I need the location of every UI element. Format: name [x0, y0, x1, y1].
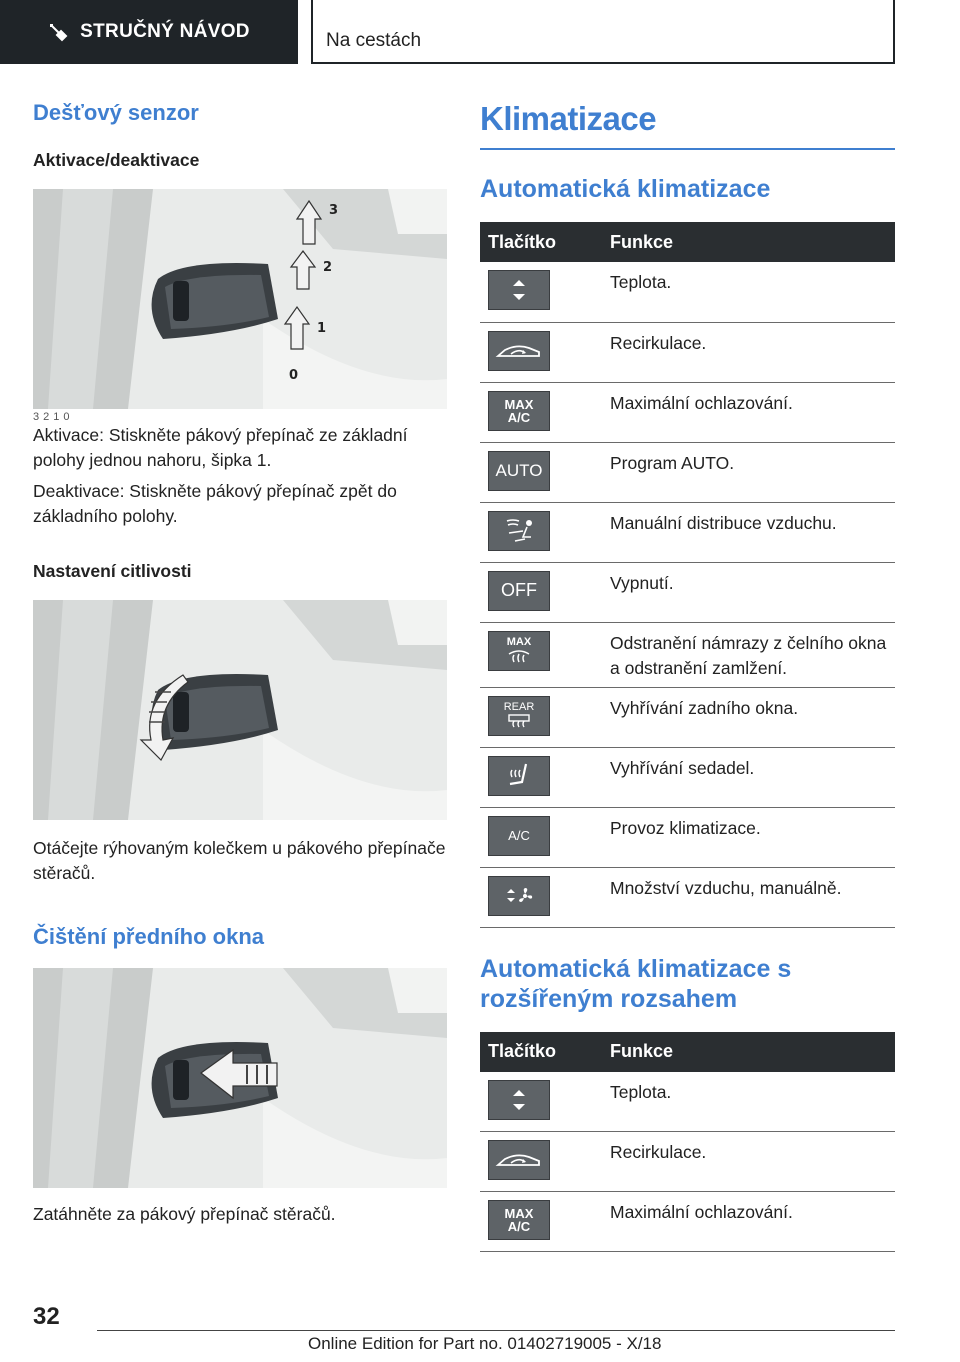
extended-climate-table — [480, 1032, 895, 1253]
function-text: Teplota. — [610, 262, 895, 322]
function-text: Recirkulace. — [610, 322, 895, 382]
function-text: Vypnutí. — [610, 562, 895, 622]
function-text: Maximální ochlazování. — [610, 1192, 895, 1252]
left-column — [33, 100, 447, 1227]
table-row — [480, 502, 895, 562]
automatic-climate-heading: Automatická klimatizace — [480, 175, 771, 203]
function-text: Vyhřívání zadního okna. — [610, 687, 895, 747]
function-text: Program AUTO. — [610, 442, 895, 502]
function-text: Odstranění námrazy z čelního okna a odstranění zamlžení. — [610, 622, 895, 687]
max-ac-icon[interactable]: MAX A/C — [488, 1200, 550, 1240]
windshield-cleaning-text: Zatáhněte za pákový přepínač stěračů. — [33, 1204, 336, 1224]
rear-defrost-icon[interactable] — [488, 696, 550, 736]
position-marker-0: 0 — [289, 368, 299, 383]
position-marker-1: 1 — [317, 321, 327, 336]
function-text: Recirkulace. — [610, 1132, 895, 1192]
wiper-stalk-positions-figure — [33, 189, 447, 409]
function-text: Množství vzduchu, manuálně. — [610, 867, 895, 927]
fan-speed-icon[interactable] — [488, 876, 550, 916]
function-text: Manuální distribuce vzduchu. — [610, 502, 895, 562]
off-icon[interactable]: OFF — [488, 571, 550, 611]
table-row — [480, 382, 895, 442]
sensitivity-text: Otáčejte rýhovaným kolečkem u pákového přepínače stěračů. — [33, 838, 446, 883]
table-row — [480, 687, 895, 747]
col-function-header: Funkce — [610, 222, 895, 262]
wiper-thumbwheel-figure — [33, 600, 447, 820]
activation-heading: Aktivace/deaktivace — [33, 150, 200, 170]
wiper-pull-figure — [33, 968, 447, 1188]
right-column — [480, 100, 895, 1252]
air-distribution-icon[interactable] — [488, 511, 550, 551]
function-text: Teplota. — [610, 1072, 895, 1132]
table-row — [480, 1072, 895, 1132]
seat-heating-icon[interactable] — [488, 756, 550, 796]
function-text: Vyhřívání sedadel. — [610, 747, 895, 807]
climate-heading: Klimatizace — [480, 100, 657, 137]
automatic-climate-table — [480, 222, 895, 928]
rear-defrost-label: REAR — [503, 701, 535, 713]
windshield-cleaning-heading: Čištění předního okna — [33, 924, 265, 949]
ac-icon[interactable]: A/C — [488, 816, 550, 856]
col-function-header: Funkce — [610, 1032, 895, 1072]
table-row — [480, 262, 895, 322]
footer-edition: Online Edition for Part no. 01402719005 - X/18 — [308, 1334, 662, 1353]
function-text: Provoz klimatizace. — [610, 807, 895, 867]
table-row — [480, 442, 895, 502]
recirculation-icon[interactable] — [488, 1140, 550, 1180]
max-ac-icon[interactable]: MAX A/C — [488, 391, 550, 431]
table-row — [480, 322, 895, 382]
section-tab[interactable] — [0, 0, 298, 64]
function-text: Maximální ochlazování. — [610, 382, 895, 442]
climate-heading-rule — [480, 148, 895, 150]
page-number: 32 — [33, 1303, 60, 1330]
table-row — [480, 867, 895, 927]
table-row — [480, 747, 895, 807]
rain-sensor-heading: Dešťový senzor — [33, 100, 199, 125]
recirculation-icon[interactable] — [488, 331, 550, 371]
max-defrost-label: MAX — [506, 636, 532, 648]
footer-rule — [97, 1330, 895, 1331]
position-marker-3: 3 — [329, 203, 339, 218]
section-tab-label: STRUČNÝ NÁVOD — [80, 21, 250, 42]
table-row — [480, 1192, 895, 1252]
table-row — [480, 1132, 895, 1192]
col-button-header: Tlačítko — [480, 222, 610, 262]
table-header-row — [480, 1032, 895, 1072]
activation-text: Aktivace: Stiskněte pákový přepínač ze základní polohy jednou nahoru, šipka 1. — [33, 425, 408, 470]
sensitivity-heading: Nastavení citlivosti — [33, 561, 192, 581]
figure-markers: 3 2 1 0 — [33, 411, 70, 423]
deactivation-text: Deaktivace: Stiskněte pákový přepínač zpět do základního polohy. — [33, 481, 397, 526]
position-marker-2: 2 — [323, 260, 333, 275]
table-row — [480, 622, 895, 687]
temperature-arrows-icon[interactable] — [488, 270, 550, 310]
extended-climate-heading: Automatická klimatizace s rozšířeným rozsahem — [480, 954, 792, 1013]
temperature-arrows-icon[interactable] — [488, 1080, 550, 1120]
auto-icon[interactable]: AUTO — [488, 451, 550, 491]
quick-guide-icon — [48, 22, 68, 42]
max-defrost-icon[interactable] — [488, 631, 550, 671]
table-header-row — [480, 222, 895, 262]
table-row — [480, 807, 895, 867]
chapter-title: Na cestách — [311, 0, 895, 64]
col-button-header: Tlačítko — [480, 1032, 610, 1072]
table-row — [480, 562, 895, 622]
